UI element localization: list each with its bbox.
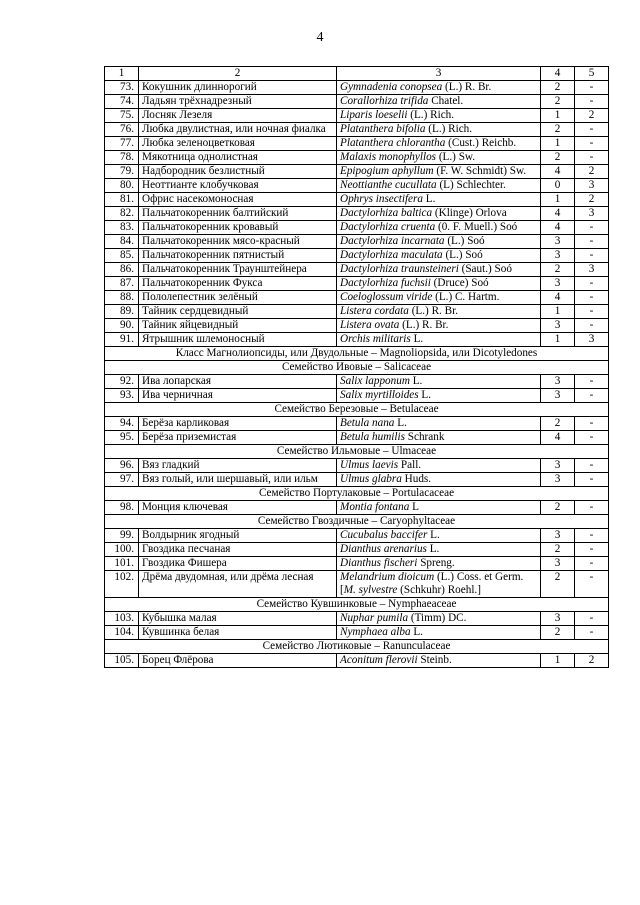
row-number: 105.: [105, 654, 139, 668]
latin-name-cell: [337, 543, 541, 557]
latin-name: Cucubalus baccifer: [340, 529, 428, 541]
section-row: [105, 598, 609, 612]
latin-name: Gymnadenia conopsea: [340, 81, 443, 93]
row-number: 79.: [105, 165, 139, 179]
row-number: 78.: [105, 151, 139, 165]
table-row: [105, 235, 609, 249]
table-row: [105, 431, 609, 445]
category-value: 1: [541, 654, 575, 668]
status-value: -: [575, 137, 609, 151]
table-row: [105, 626, 609, 640]
category-value: 3: [541, 612, 575, 626]
author-name: Chatel.: [428, 95, 464, 107]
row-number: 102.: [105, 571, 139, 598]
latin-name: Neottianthe cucullata: [340, 179, 437, 191]
russian-name: Кокушник длиннорогий: [139, 81, 337, 95]
status-value: -: [575, 557, 609, 571]
author-name: (L.) Sw.: [436, 151, 476, 163]
table-row: [105, 291, 609, 305]
latin-name-cell: [337, 459, 541, 473]
row-number: 74.: [105, 95, 139, 109]
author-name: (L) Schlechter.: [436, 179, 506, 191]
russian-name: Борец Флёрова: [139, 654, 337, 668]
latin-name-cell: [337, 123, 541, 137]
author-name: L.: [410, 333, 424, 345]
latin-name: Dactylorhiza fuchsii: [340, 277, 431, 289]
author-name: L.: [426, 543, 440, 555]
status-value: -: [575, 305, 609, 319]
latin-name-cell: [337, 193, 541, 207]
category-value: 2: [541, 626, 575, 640]
latin-name: Nymphaea alba: [340, 626, 411, 638]
latin-name-cell: [337, 151, 541, 165]
row-number: 94.: [105, 417, 139, 431]
table-row: [105, 375, 609, 389]
category-value: 4: [541, 431, 575, 445]
latin-name-cell: [337, 305, 541, 319]
latin-name-cell: [337, 81, 541, 95]
row-number: 104.: [105, 626, 139, 640]
row-number: 82.: [105, 207, 139, 221]
status-value: -: [575, 291, 609, 305]
row-number: 103.: [105, 612, 139, 626]
latin-name-cell: [337, 263, 541, 277]
latin-name: Listera ovata: [340, 319, 400, 331]
category-value: 2: [541, 571, 575, 598]
latin-name-cell: [337, 319, 541, 333]
table-row: [105, 654, 609, 668]
author-name: L.: [394, 417, 407, 429]
status-value: -: [575, 571, 609, 598]
table-row: [105, 501, 609, 515]
category-value: 3: [541, 235, 575, 249]
russian-name: Вяз гладкий: [139, 459, 337, 473]
latin-name: Coeloglossum viride: [340, 291, 433, 303]
status-value: -: [575, 95, 609, 109]
latin-name-cell: [337, 612, 541, 626]
table-row: [105, 333, 609, 347]
row-number: 98.: [105, 501, 139, 515]
author-name: L: [409, 501, 419, 513]
status-value: -: [575, 431, 609, 445]
table-row: [105, 193, 609, 207]
table-row: [105, 319, 609, 333]
category-value: 3: [541, 277, 575, 291]
status-value: 2: [575, 193, 609, 207]
table-row: [105, 277, 609, 291]
section-title: Семейство Портулаковые – Portulacaceae: [105, 487, 609, 501]
latin-name-cell: [337, 473, 541, 487]
row-number: 87.: [105, 277, 139, 291]
header-cell-1: 1: [105, 67, 139, 81]
table-row: [105, 137, 609, 151]
section-title: Семейство Березовые – Betulaceae: [105, 403, 609, 417]
header-cell-5: 5: [575, 67, 609, 81]
species-table: [104, 66, 609, 668]
author-name: (L.) Rich.: [425, 123, 473, 135]
row-number: 83.: [105, 221, 139, 235]
russian-name: Лосняк Лезеля: [139, 109, 337, 123]
russian-name: Офрис насекомоносная: [139, 193, 337, 207]
category-value: 4: [541, 291, 575, 305]
latin-name-cell: [337, 529, 541, 543]
latin-name-cell: [337, 137, 541, 151]
russian-name: Монция ключевая: [139, 501, 337, 515]
category-value: 3: [541, 249, 575, 263]
row-number: 84.: [105, 235, 139, 249]
category-value: 1: [541, 109, 575, 123]
table-row: [105, 305, 609, 319]
section-row: [105, 445, 609, 459]
status-value: -: [575, 81, 609, 95]
author-name: L.: [422, 193, 436, 205]
author-name: L.: [427, 529, 440, 541]
category-value: 3: [541, 375, 575, 389]
header-row: [105, 67, 609, 81]
row-number: 77.: [105, 137, 139, 151]
latin-name: Ulmus glabra: [340, 473, 402, 485]
row-number: 76.: [105, 123, 139, 137]
table-row: [105, 417, 609, 431]
author-name: Spreng.: [417, 557, 455, 569]
table-row: [105, 557, 609, 571]
latin-name: Melandrium dioicum: [340, 571, 435, 583]
category-value: 3: [541, 557, 575, 571]
author-name: L.: [418, 389, 432, 401]
russian-name: Пальчатокоренник Фукса: [139, 277, 337, 291]
section-row: [105, 487, 609, 501]
author-name: (F. W. Schmidt) Sw.: [433, 165, 527, 177]
russian-name: Кубышка малая: [139, 612, 337, 626]
header-cell-3: 3: [337, 67, 541, 81]
row-number: 75.: [105, 109, 139, 123]
category-value: 2: [541, 95, 575, 109]
section-row: [105, 640, 609, 654]
status-value: -: [575, 473, 609, 487]
category-value: 3: [541, 459, 575, 473]
status-value: -: [575, 459, 609, 473]
latin-name-cell: [337, 235, 541, 249]
author-name: (L.) Rich.: [407, 109, 455, 121]
row-number: 90.: [105, 319, 139, 333]
row-number: 101.: [105, 557, 139, 571]
latin-name: Nuphar pumila: [340, 612, 409, 624]
latin-name: Betula humilis: [340, 431, 405, 443]
latin-name-cell: [337, 179, 541, 193]
row-number: 91.: [105, 333, 139, 347]
status-value: -: [575, 389, 609, 403]
author-name: (Druce) Soó: [430, 277, 489, 289]
russian-name: Гвоздика песчаная: [139, 543, 337, 557]
latin-name-cell: [337, 417, 541, 431]
latin-name: Listera cordata: [340, 305, 409, 317]
header-cell-2: 2: [139, 67, 337, 81]
table-row: [105, 389, 609, 403]
row-number: 89.: [105, 305, 139, 319]
russian-name: Пальчатокоренник балтийский: [139, 207, 337, 221]
section-title: Семейство Ивовые – Salicaceae: [105, 361, 609, 375]
category-value: 4: [541, 221, 575, 235]
category-value: 3: [541, 473, 575, 487]
russian-name: Дрёма двудомная, или дрёма лесная: [139, 571, 337, 598]
author-name: Pall.: [398, 459, 422, 471]
author-name: (Cust.) Reichb.: [445, 137, 517, 149]
row-number: 93.: [105, 389, 139, 403]
table-row: [105, 221, 609, 235]
author-name: (L.) R. Br.: [442, 81, 492, 93]
category-value: 2: [541, 151, 575, 165]
status-value: -: [575, 626, 609, 640]
latin-name-cell: [337, 291, 541, 305]
table-row: [105, 473, 609, 487]
category-value: 3: [541, 389, 575, 403]
russian-name: Тайник сердцевидный: [139, 305, 337, 319]
section-title: Семейство Лютиковые – Ranunculaceae: [105, 640, 609, 654]
author-name: L.: [409, 375, 423, 387]
row-number: 85.: [105, 249, 139, 263]
latin-name-cell: [337, 431, 541, 445]
latin-name: Ulmus laevis: [340, 459, 399, 471]
latin-name-cell: [337, 333, 541, 347]
latin-name: Montia fontana: [340, 501, 410, 513]
russian-name: Пальчатокоренник Траунштейнера: [139, 263, 337, 277]
status-value: -: [575, 543, 609, 557]
table-row: [105, 612, 609, 626]
category-value: 2: [541, 417, 575, 431]
row-number: 80.: [105, 179, 139, 193]
section-row: [105, 515, 609, 529]
latin-name: Ophrys insectifera: [340, 193, 423, 205]
latin-name: Dactylorhiza maculata: [340, 249, 443, 261]
row-number: 96.: [105, 459, 139, 473]
author-name: (L.) R. Br.: [408, 305, 458, 317]
category-value: 4: [541, 207, 575, 221]
russian-name: Пальчатокоренник мясо-красный: [139, 235, 337, 249]
row-number: 92.: [105, 375, 139, 389]
row-number: 99.: [105, 529, 139, 543]
status-value: -: [575, 277, 609, 291]
latin-name: Aconitum flerovii: [340, 654, 418, 666]
russian-name: Надбородник безлистный: [139, 165, 337, 179]
latin-name: Epipogium aphyllum: [340, 165, 434, 177]
table-row: [105, 165, 609, 179]
latin-name: Corallorhiza trifida: [340, 95, 429, 107]
russian-name: Вяз голый, или шершавый, или ильм: [139, 473, 337, 487]
category-value: 4: [541, 165, 575, 179]
row-number: 95.: [105, 431, 139, 445]
russian-name: Мякотница однолистная: [139, 151, 337, 165]
russian-name: Любка зеленоцветковая: [139, 137, 337, 151]
latin-name: Dactylorhiza traunsteineri: [340, 263, 459, 275]
russian-name: Ладьян трёхнадрезный: [139, 95, 337, 109]
category-value: 1: [541, 305, 575, 319]
russian-name: Ятрышник шлемоносный: [139, 333, 337, 347]
category-value: 2: [541, 543, 575, 557]
status-value: -: [575, 123, 609, 137]
status-value: 3: [575, 179, 609, 193]
latin-name: Betula nana: [340, 417, 395, 429]
latin-name-cell: [337, 571, 541, 598]
header-cell-4: 4: [541, 67, 575, 81]
latin-name-cell: [337, 626, 541, 640]
row-number: 100.: [105, 543, 139, 557]
status-value: 3: [575, 207, 609, 221]
russian-name: Пололепестник зелёный: [139, 291, 337, 305]
latin-name: Dactylorhiza baltica: [340, 207, 433, 219]
table-row: [105, 263, 609, 277]
russian-name: Любка двулистная, или ночная фиалка: [139, 123, 337, 137]
latin-name-cell: [337, 375, 541, 389]
latin-name-cell: [337, 109, 541, 123]
category-value: 0: [541, 179, 575, 193]
section-title: Семейство Гвоздичные – Caryophyltaceae: [105, 515, 609, 529]
section-title: Класс Магнолиопсиды, или Двудольные – Magnoliopsida, или Dicotyledones: [105, 347, 609, 361]
category-value: 1: [541, 193, 575, 207]
section-row: [105, 347, 609, 361]
russian-name: Неоттианте клобучковая: [139, 179, 337, 193]
status-value: -: [575, 221, 609, 235]
page-number: 4: [316, 30, 324, 45]
status-value: -: [575, 612, 609, 626]
latin-synonym: M. sylvestre: [343, 584, 398, 596]
status-value: 3: [575, 333, 609, 347]
author-name: L.: [410, 626, 423, 638]
section-title: Семейство Кувшинковые – Nymphaeaceae: [105, 598, 609, 612]
latin-name-cell: [337, 557, 541, 571]
row-number: 73.: [105, 81, 139, 95]
latin-name: Dianthus fischeri: [340, 557, 418, 569]
status-value: -: [575, 417, 609, 431]
latin-name-cell: [337, 221, 541, 235]
russian-name: Ива черничная: [139, 389, 337, 403]
author-name: Steinb.: [417, 654, 452, 666]
author-name: Schrank: [404, 431, 445, 443]
latin-name: Salix lapponum: [340, 375, 410, 387]
category-value: 1: [541, 137, 575, 151]
table-row: [105, 151, 609, 165]
author-name: (L.) C. Hartm.: [432, 291, 500, 303]
status-value: -: [575, 249, 609, 263]
table-row: [105, 459, 609, 473]
latin-name-cell: [337, 249, 541, 263]
latin-name: Orchis militaris: [340, 333, 411, 345]
table-row: [105, 249, 609, 263]
russian-name: Волдырник ягодный: [139, 529, 337, 543]
section-row: [105, 403, 609, 417]
latin-name-cell: [337, 207, 541, 221]
latin-name: Platanthera bifolia: [340, 123, 426, 135]
author-name: (Klinge) Orlova: [432, 207, 507, 219]
table-row: [105, 207, 609, 221]
section-title: Семейство Ильмовые – Ulmaceae: [105, 445, 609, 459]
status-value: -: [575, 235, 609, 249]
russian-name: Пальчатокоренник пятнистый: [139, 249, 337, 263]
author-name: (L.) Soó: [442, 249, 483, 261]
russian-name: Пальчатокоренник кровавый: [139, 221, 337, 235]
table-row: [105, 529, 609, 543]
table-body: [105, 81, 609, 668]
russian-name: Тайник яйцевидный: [139, 319, 337, 333]
table-row: [105, 81, 609, 95]
status-value: -: [575, 501, 609, 515]
row-number: 97.: [105, 473, 139, 487]
category-value: 1: [541, 333, 575, 347]
synonym-author: (Schkuhr) Roehl.]: [397, 584, 481, 596]
row-number: 88.: [105, 291, 139, 305]
latin-name: Malaxis monophyllos: [340, 151, 437, 163]
latin-name: Dactylorhiza cruenta: [340, 221, 436, 233]
status-value: -: [575, 375, 609, 389]
author-name: (L.) Soó: [444, 235, 485, 247]
latin-name: Salix myrtilloides: [340, 389, 419, 401]
category-value: 2: [541, 123, 575, 137]
row-number: 86.: [105, 263, 139, 277]
latin-name-cell: [337, 277, 541, 291]
russian-name: Гвоздика Фишера: [139, 557, 337, 571]
category-value: 3: [541, 319, 575, 333]
russian-name: Ива лопарская: [139, 375, 337, 389]
latin-name: Dactylorhiza incarnata: [340, 235, 445, 247]
russian-name: Берёза карликовая: [139, 417, 337, 431]
status-value: 2: [575, 165, 609, 179]
author-name: (Timm) DC.: [408, 612, 467, 624]
status-value: -: [575, 151, 609, 165]
author-name: (Saut.) Soó: [458, 263, 512, 275]
author-name: (L.) R. Br.: [399, 319, 449, 331]
status-value: 3: [575, 263, 609, 277]
row-number: 81.: [105, 193, 139, 207]
category-value: 3: [541, 529, 575, 543]
latin-name-cell: [337, 654, 541, 668]
table-row: [105, 179, 609, 193]
latin-name-cell: [337, 95, 541, 109]
author-name: Huds.: [401, 473, 432, 485]
latin-name: Dianthus arenarius: [340, 543, 427, 555]
latin-name: Liparis loeselii: [340, 109, 408, 121]
category-value: 2: [541, 263, 575, 277]
status-value: 2: [575, 654, 609, 668]
author-name: (L.) Coss. et Germ. [: [340, 571, 524, 596]
table-row: [105, 123, 609, 137]
status-value: -: [575, 319, 609, 333]
author-name: (0. F. Muell.) Soó: [435, 221, 518, 233]
table-row: [105, 543, 609, 557]
status-value: 2: [575, 109, 609, 123]
section-row: [105, 361, 609, 375]
table-row: [105, 95, 609, 109]
table-row: [105, 109, 609, 123]
table-row: [105, 571, 609, 598]
category-value: 2: [541, 81, 575, 95]
latin-name-cell: [337, 165, 541, 179]
status-value: -: [575, 529, 609, 543]
latin-name-cell: [337, 389, 541, 403]
latin-name-cell: [337, 501, 541, 515]
russian-name: Кувшинка белая: [139, 626, 337, 640]
category-value: 2: [541, 501, 575, 515]
latin-name: Platanthera chlorantha: [340, 137, 446, 149]
russian-name: Берёза приземистая: [139, 431, 337, 445]
